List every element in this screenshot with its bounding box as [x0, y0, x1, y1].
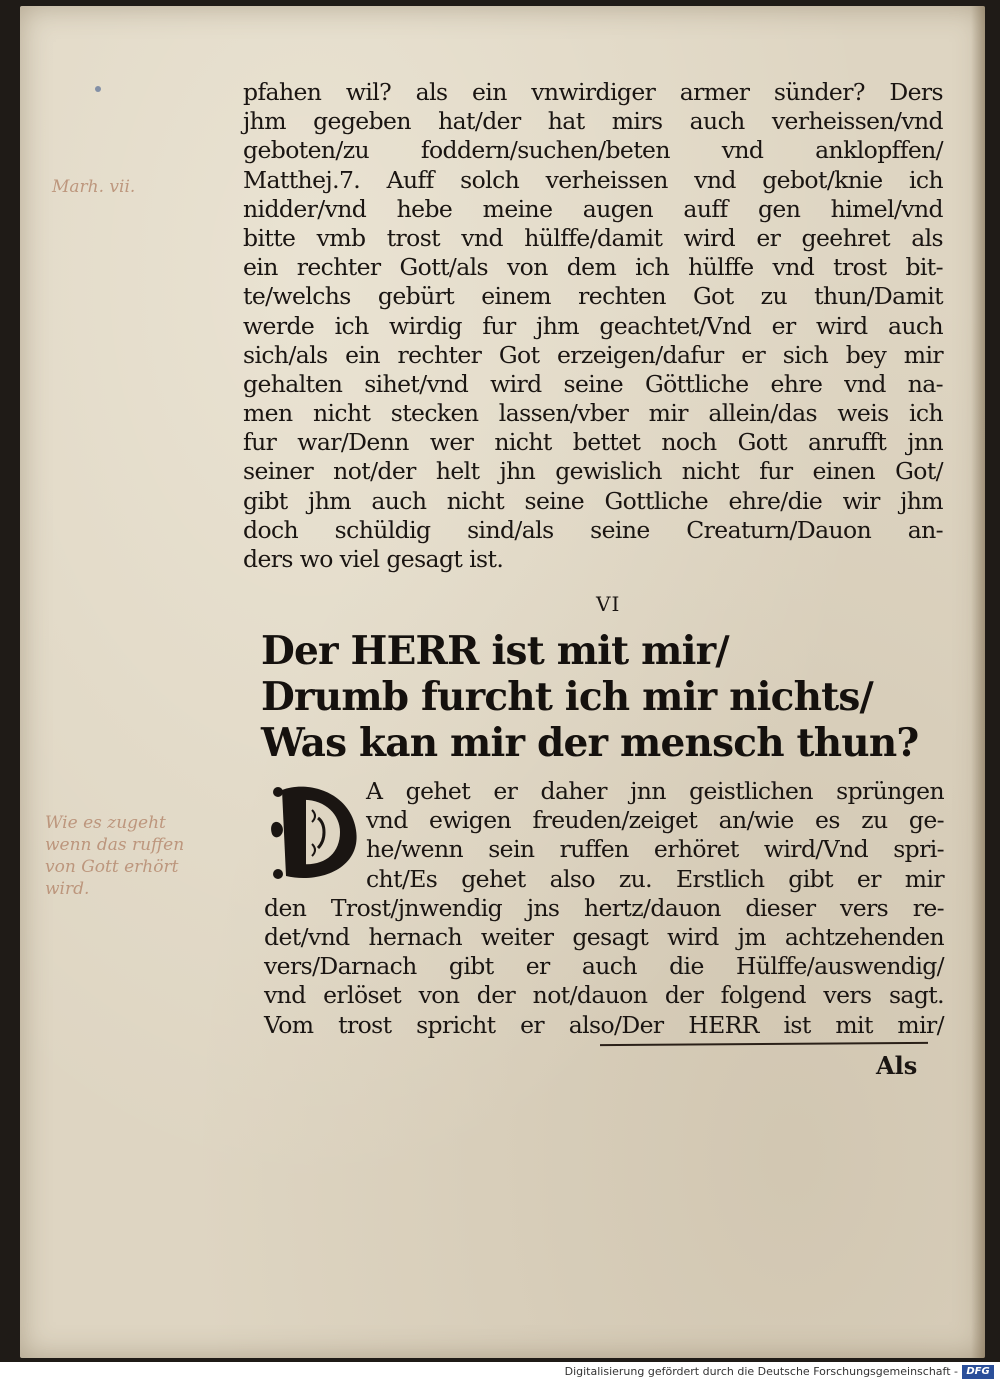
- marginal-note-line: von Gott erhört: [45, 857, 179, 877]
- text-line: Vom trost spricht er also/Der HERR ist mit mir/: [264, 1010, 944, 1039]
- text-line: men nicht stecken lassen/vber mir allein/das weis ich: [243, 399, 943, 428]
- text-line: bitte vmb trost vnd hülffe/damit wird er geehret als: [243, 223, 943, 252]
- ink-dot: [95, 86, 101, 92]
- text-line: gibt jhm auch nicht seine Gottliche ehre/die wir jhm: [243, 486, 943, 515]
- marginal-note-line: wird.: [45, 879, 90, 899]
- heading-line: Drumb furcht ich mir nichts/: [261, 674, 873, 720]
- faint-bleed-through: [50, 396, 220, 424]
- text-line: jhm gegeben hat/der hat mirs auch verheissen/vnd: [243, 107, 943, 136]
- footer-bar: [0, 1362, 1000, 1383]
- text-line: ein rechter Gott/als von dem ich hülffe vnd trost bit-: [243, 253, 943, 282]
- text-line: werde ich wirdig fur jhm geachtet/Vnd er wird auch: [243, 311, 943, 340]
- body-text-block: [243, 78, 943, 574]
- heading-line: Was kan mir der mensch thun?: [261, 720, 919, 766]
- heading-line: Der HERR ist mit mir/: [261, 628, 729, 674]
- text-line: te/welchs gebürt einem rechten Got zu thun/Damit: [243, 282, 943, 311]
- funding-credit: Digitalisierung gefördert durch die Deutsche Forschungsgemeinschaft -: [564, 1365, 958, 1378]
- text-line: nidder/vnd hebe meine augen auff gen himel/vnd: [243, 194, 943, 223]
- text-line: geboten/zu foddern/suchen/beten vnd anklopffen/: [243, 136, 943, 165]
- text-line: seiner not/der helt jhn gewislich nicht fur einen Got/: [243, 457, 943, 486]
- page-edge-shading: [971, 6, 985, 1358]
- marginal-note-line: wenn das ruffen: [45, 835, 185, 855]
- text-line: vnd erlöset von der not/dauon der folgend vers sagt.: [264, 981, 944, 1010]
- text-line: vnd ewigen freuden/zeiget an/wie es zu ge-: [366, 806, 944, 835]
- text-line: det/vnd hernach weiter gesagt wird jm achtzehenden: [264, 922, 944, 951]
- text-line: Matthej.7. Auff solch verheissen vnd gebot/knie ich: [243, 165, 943, 194]
- text-line: A gehet er daher jnn geistlichen sprüngen: [366, 777, 944, 805]
- text-line: fur war/Denn wer nicht bettet noch Gott anrufft jnn: [243, 428, 943, 457]
- marginal-note-line: Wie es zugeht: [45, 813, 166, 833]
- marginal-note-1: Marh. vii.: [52, 177, 136, 197]
- text-line: sich/als ein rechter Got erzeigen/dafur er sich bey mir: [243, 340, 943, 369]
- text-line: pfahen wil? als ein vnwirdiger armer sünder? Ders: [243, 78, 943, 106]
- text-line: gehalten sihet/vnd wird seine Göttliche ehre vnd na-: [243, 369, 943, 398]
- catchword: Als: [876, 1051, 918, 1080]
- text-line: he/wenn sein ruffen erhöret wird/Vnd spri-: [366, 835, 944, 864]
- text-line: ders wo viel gesagt ist.: [243, 545, 504, 573]
- paragraph-2: [264, 777, 944, 1040]
- marginal-note-2: [45, 812, 245, 900]
- text-line: vers/Darnach gibt er auch die Hülffe/auswendig/: [264, 952, 944, 981]
- text-line: den Trost/jnwendig jns hertz/dauon dieser vers re-: [264, 893, 944, 922]
- dfg-logo: DFG: [962, 1365, 994, 1379]
- text-line: doch schüldig sind/als seine Creaturn/Dauon an-: [243, 515, 943, 544]
- verse-heading: [261, 628, 961, 766]
- section-number: VI: [596, 592, 621, 616]
- text-line: cht/Es gehet also zu. Erstlich gibt er mir: [366, 864, 944, 893]
